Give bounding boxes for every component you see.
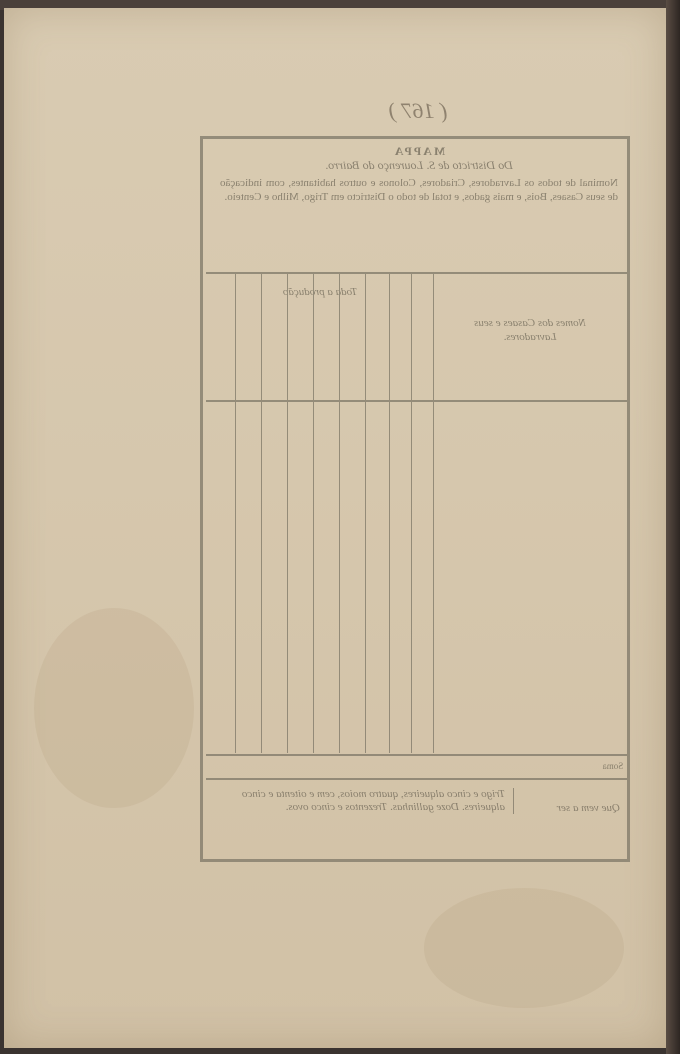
table-footer — [214, 784, 624, 846]
column-divider — [339, 273, 340, 753]
column-divider — [287, 273, 288, 753]
column-divider — [261, 273, 262, 753]
paper-stain — [34, 608, 194, 808]
totals-label: Soma — [602, 761, 624, 771]
bleed-through-table — [200, 136, 630, 862]
table-title: MAPPA — [392, 144, 446, 158]
name-column-header: Nomes dos Casaes e seus Lavradores. — [474, 317, 586, 343]
footer-left: Que vem a ser — [556, 802, 620, 814]
table-intro: Nominal de todos os Lavradores, Criadores, Colonos e outros habitantes, com indicação de seus Casaes, Bois, e mais gados, e total de todo o Districto em Trigo, Milho e Centeio. — [220, 177, 618, 203]
header-rule — [206, 272, 630, 274]
column-header-rule — [206, 400, 630, 402]
totals-row — [206, 754, 630, 780]
footer-right: Trigo e cinco alqueires, quatro moios, cem e oitenta e cinco alqueires. Doze gallinhas. Trezentos e cinco ovos. — [205, 788, 514, 814]
scan-right-edge — [666, 0, 680, 1054]
table-header — [214, 144, 624, 269]
column-divider — [313, 273, 314, 753]
column-divider — [389, 273, 390, 753]
table-subtitle: Do Districto de S. Lourenço do Bairro. — [325, 158, 513, 172]
page-number: ( 167 ) — [388, 98, 448, 123]
column-divider — [411, 273, 412, 753]
column-divider — [235, 273, 236, 753]
group-column-header: Toda a produção — [282, 286, 358, 298]
column-divider — [365, 273, 366, 753]
paper-stain — [424, 888, 624, 1008]
column-divider — [433, 273, 434, 753]
